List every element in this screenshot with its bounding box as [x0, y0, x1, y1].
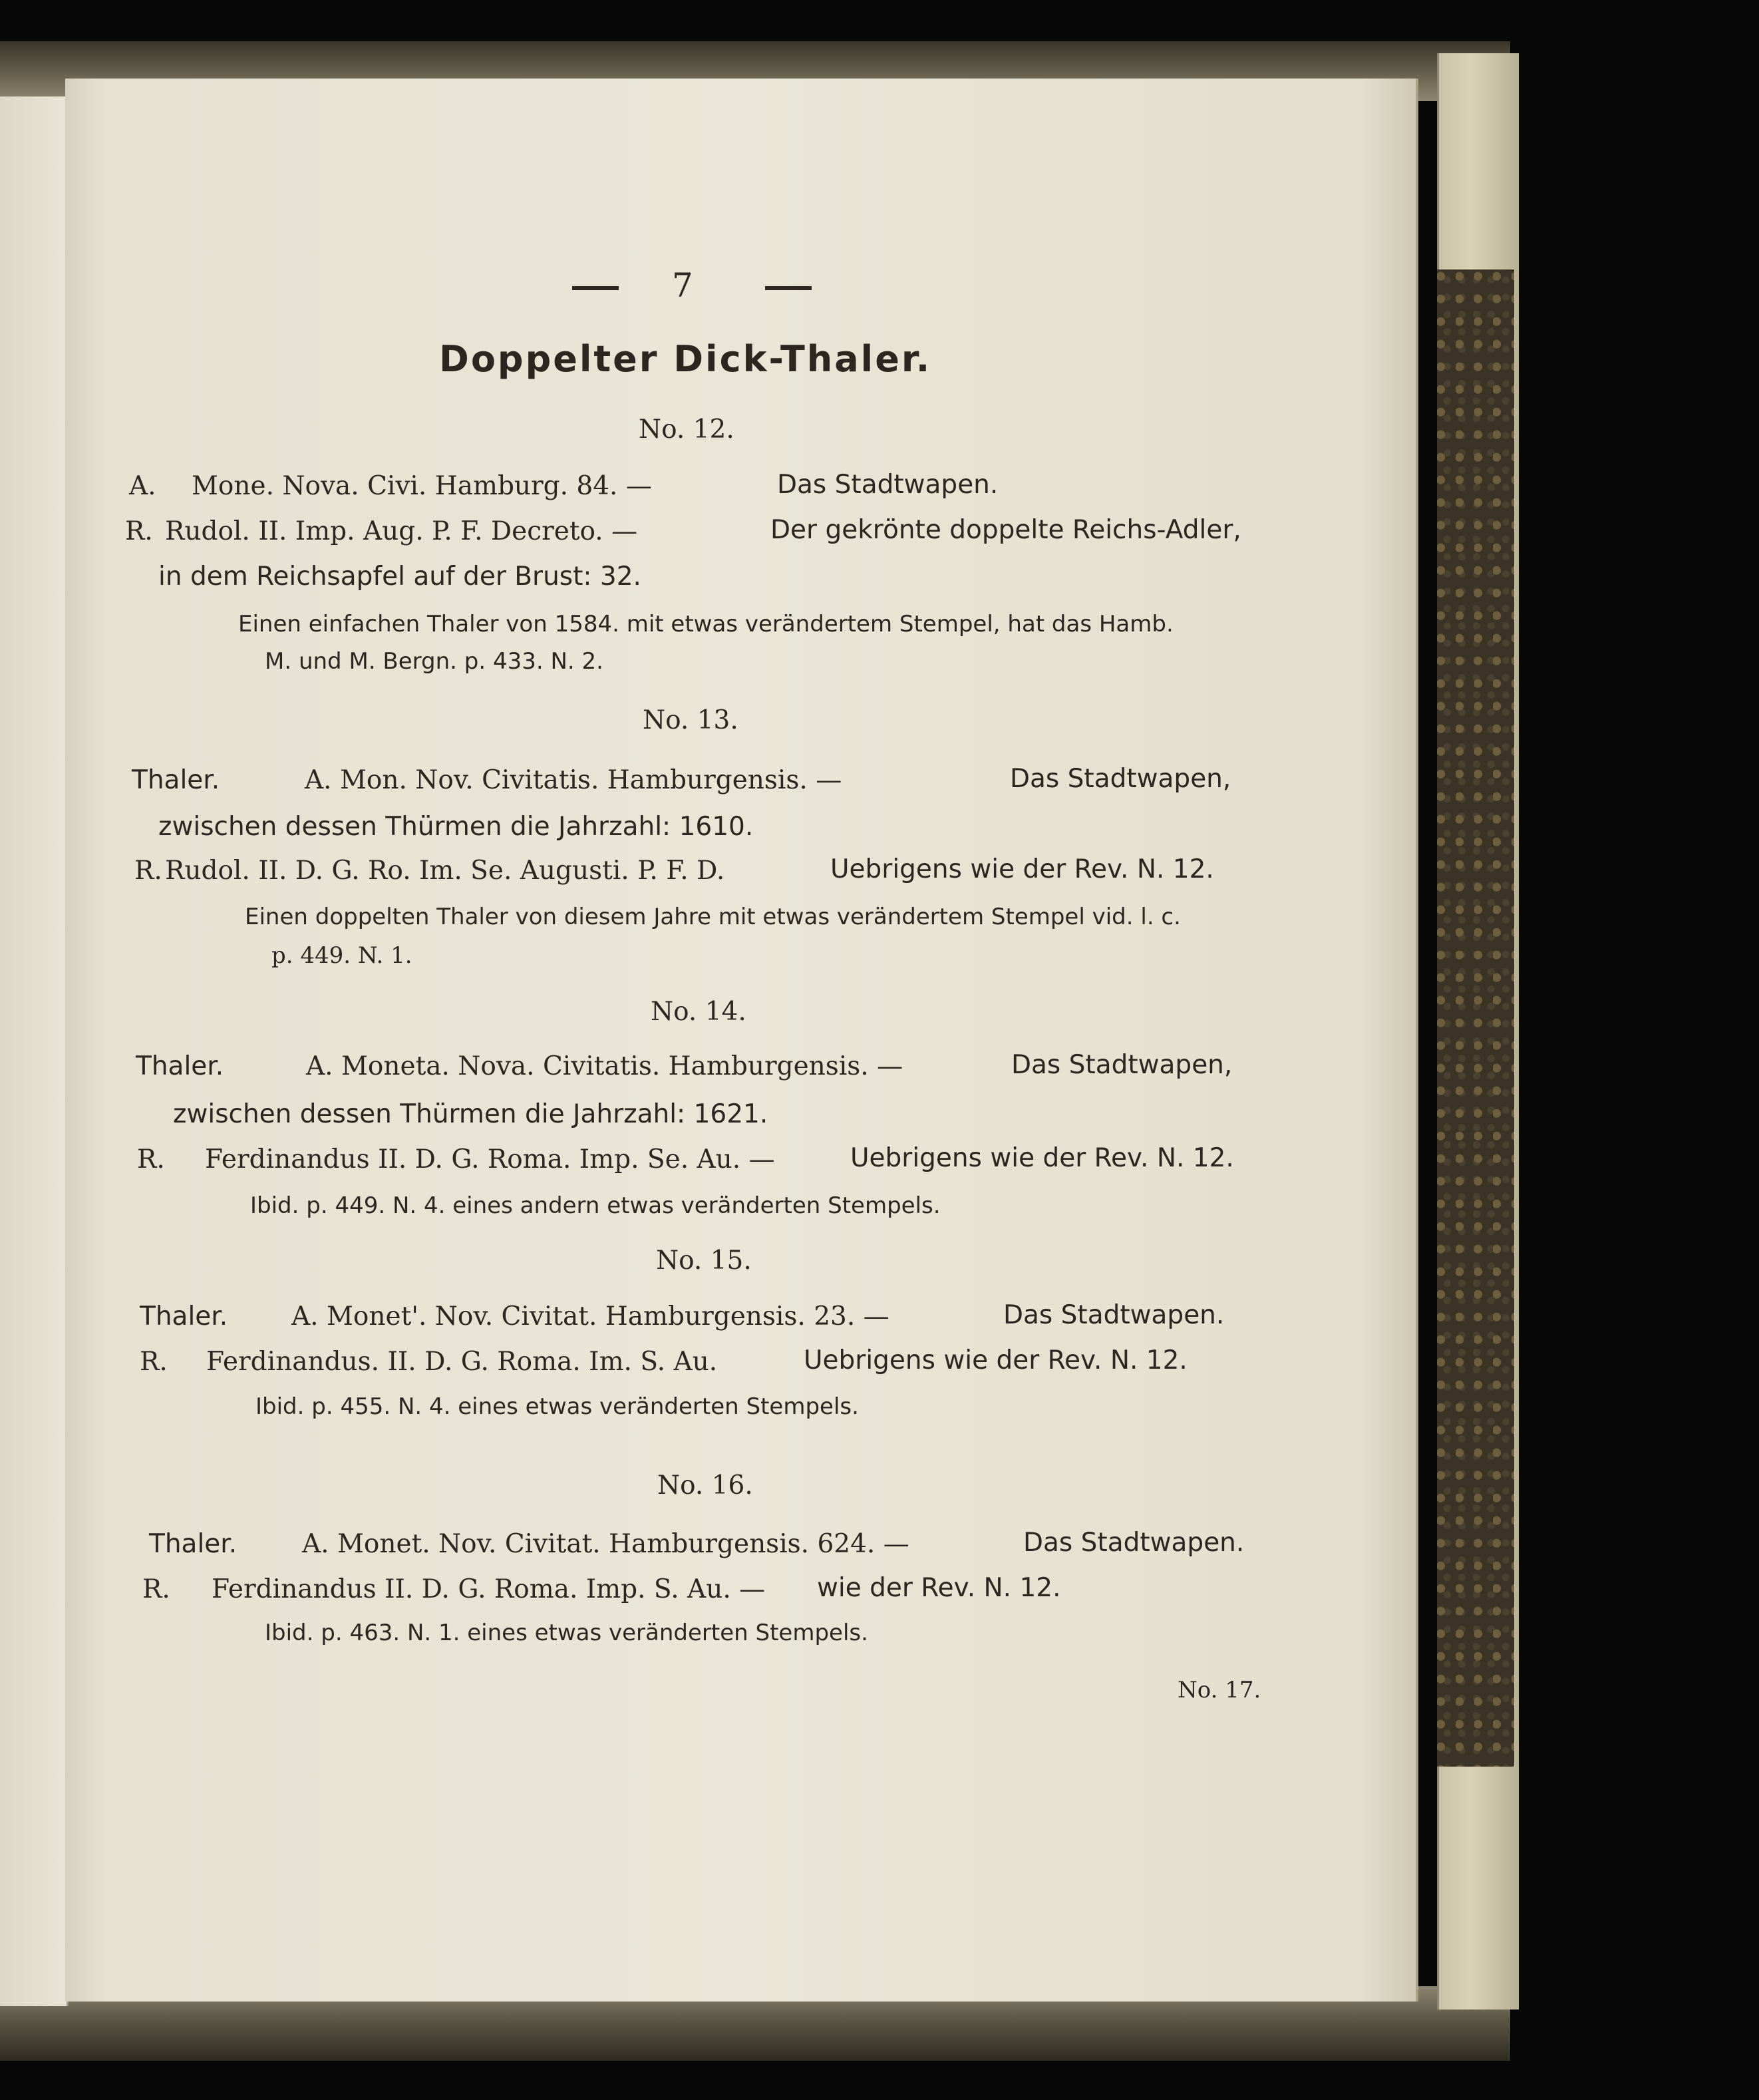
entry-line-label: A. [129, 471, 156, 501]
entry-line-note: Uebrigens wie der Rev. N. 12. [850, 1143, 1234, 1173]
page-title: Doppelter Dick-Thaler. [439, 338, 932, 380]
entry-line-label: Thaler. [132, 765, 220, 795]
entry-reference: Einen einfachen Thaler von 1584. mit etwas verändertem Stempel, hat das Hamb. [238, 611, 1174, 637]
entry-line-continuation: zwischen dessen Thürmen die Jahrzahl: 1610. [158, 812, 754, 842]
catchword: No. 17. [1178, 1677, 1261, 1703]
entry-line-label: Thaler. [136, 1051, 224, 1081]
entry-number: No. 13. [643, 705, 738, 735]
entry-reference: Ibid. p. 455. N. 4. eines etwas veränderten Stempels. [255, 1393, 859, 1420]
facing-page-edge [0, 96, 69, 2006]
entry-number: No. 15. [656, 1246, 752, 1276]
entry-line-note: Das Stadtwapen, [1010, 764, 1231, 794]
entry-line-text: Rudol. II. Imp. Aug. P. F. Decreto. — [165, 516, 638, 546]
entry-line-text: Ferdinandus. II. D. G. Roma. Im. S. Au. [206, 1347, 718, 1377]
entry-line-note: Das Stadtwapen. [777, 470, 999, 500]
entry-line-label: R. [137, 1144, 165, 1174]
entry-line-note: Uebrigens wie der Rev. N. 12. [830, 854, 1214, 884]
entry-reference: Ibid. p. 463. N. 1. eines etwas veränderten Stempels. [265, 1620, 868, 1646]
entry-reference: Ibid. p. 449. N. 4. eines andern etwas veränderten Stempels. [250, 1192, 941, 1219]
entry-line-note: Der gekrönte doppelte Reichs-Adler, [770, 515, 1241, 545]
entry-line-text: Mone. Nova. Civi. Hamburg. 84. — [192, 471, 652, 501]
entry-line-text: Ferdinandus II. D. G. Roma. Imp. S. Au. — [212, 1574, 766, 1604]
entry-line-continuation: zwischen dessen Thürmen die Jahrzahl: 1621. [173, 1099, 768, 1129]
entry-line-note: Das Stadtwapen, [1011, 1050, 1233, 1080]
entry-line-label: R. [125, 516, 153, 546]
entry-number: No. 16. [657, 1471, 753, 1500]
header-dash-left [572, 286, 619, 290]
entry-line-label: R. [134, 856, 162, 886]
entry-line-text: A. Monet. Nov. Civitat. Hamburgensis. 624. — [302, 1529, 909, 1559]
entry-reference: M. und M. Bergn. p. 433. N. 2. [265, 648, 603, 675]
entry-line-text: A. Moneta. Nova. Civitatis. Hamburgensis. — [306, 1051, 903, 1081]
entry-line-note: wie der Rev. N. 12. [817, 1573, 1061, 1603]
entry-line-note: Das Stadtwapen. [1003, 1300, 1225, 1330]
entry-number: No. 14. [651, 997, 746, 1027]
entry-line-text: A. Mon. Nov. Civitatis. Hamburgensis. — [305, 765, 842, 795]
book-cover-right [1437, 269, 1514, 1767]
entry-reference: p. 449. N. 1. [271, 942, 412, 969]
entry-line-text: A. Monet'. Nov. Civitat. Hamburgensis. 23. — [291, 1302, 889, 1331]
entry-line-note: Uebrigens wie der Rev. N. 12. [804, 1345, 1188, 1375]
entry-line-label: Thaler. [140, 1302, 228, 1331]
book-page [65, 79, 1418, 2002]
header-dash-right [765, 286, 812, 290]
entry-line-note: Das Stadtwapen. [1023, 1528, 1245, 1558]
entry-line-label: R. [142, 1574, 170, 1604]
entry-line-continuation: in dem Reichsapfel auf der Brust: 32. [158, 562, 641, 592]
entry-line-text: Rudol. II. D. G. Ro. Im. Se. Augusti. P. F. D. [165, 856, 725, 886]
entry-line-label: Thaler. [149, 1529, 238, 1559]
entry-line-text: Ferdinandus II. D. G. Roma. Imp. Se. Au. — [205, 1144, 775, 1174]
entry-number: No. 12. [639, 415, 734, 444]
page-number: 7 [672, 266, 693, 305]
entry-line-label: R. [140, 1347, 168, 1377]
entry-reference: Einen doppelten Thaler von diesem Jahre mit etwas verändertem Stempel vid. l. c. [245, 904, 1181, 930]
